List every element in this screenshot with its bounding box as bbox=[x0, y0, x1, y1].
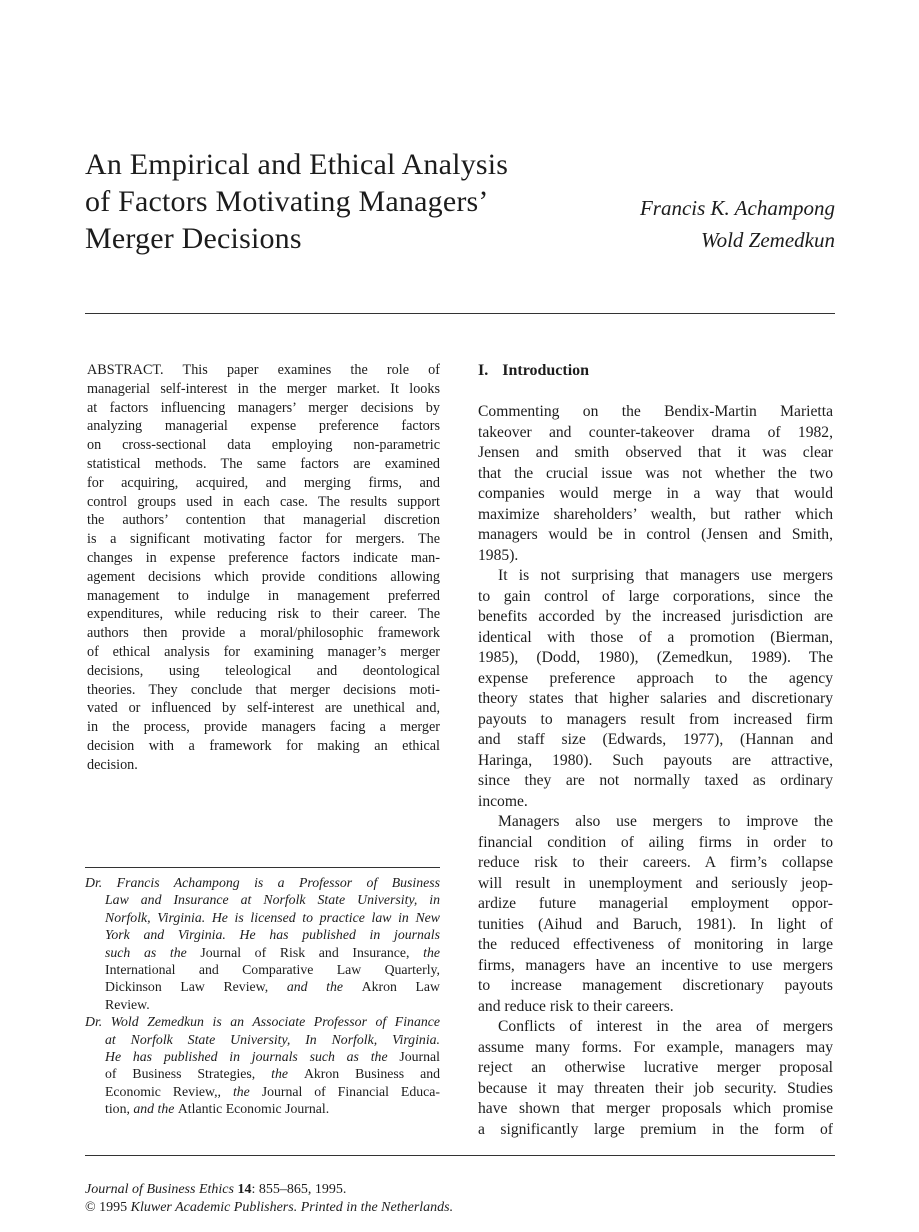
footer-divider bbox=[85, 1155, 835, 1156]
text-line: companies would merge in a way that would bbox=[478, 485, 833, 502]
text-line: authors then provide a moral/philosophic framework bbox=[87, 625, 440, 642]
text-line: since they are not normally taxed as ordinary bbox=[478, 772, 833, 789]
text-line: theories. They conclude that merger decisions moti- bbox=[87, 681, 440, 698]
author-name: Francis K. Achampong bbox=[639, 196, 835, 220]
section-heading bbox=[478, 361, 589, 381]
text-line: on cross-sectional data employing non-parametric bbox=[87, 437, 440, 454]
text-line bbox=[85, 1013, 440, 1030]
text-segment: the bbox=[423, 944, 440, 960]
text-line bbox=[85, 909, 440, 926]
text-line: reduce risk to their careers. A firm’s collapse bbox=[478, 854, 833, 871]
text-line bbox=[85, 874, 440, 891]
title-line: An Empirical and Ethical Analysis bbox=[85, 148, 509, 181]
text-segment: Dr. Wold Zemedkun is an Associate Professor of Finance bbox=[85, 1014, 440, 1030]
text-segment: and the bbox=[133, 1101, 178, 1117]
paragraph bbox=[478, 812, 833, 1017]
text-segment: © 1995 bbox=[85, 1200, 131, 1215]
text-line bbox=[85, 926, 440, 943]
text-segment: such as the bbox=[105, 944, 201, 960]
abstract bbox=[87, 361, 440, 775]
text-line bbox=[85, 1199, 453, 1217]
paragraph bbox=[478, 566, 833, 812]
journal-footer bbox=[85, 1181, 453, 1217]
text-segment: tion, bbox=[105, 1101, 134, 1117]
text-line: expense preference approach to the agency bbox=[478, 669, 833, 687]
text-segment: Journal of Financial Educa- bbox=[261, 1083, 440, 1099]
text-segment: York and Virginia. He has published in journals bbox=[105, 927, 440, 943]
text-line: for acquiring, acquired, and merging firms, and bbox=[87, 474, 440, 491]
text-line: Conflicts of interest in the area of mergers bbox=[498, 1018, 833, 1035]
text-segment: Journal of Business Ethics bbox=[85, 1182, 238, 1197]
paragraph bbox=[478, 1017, 833, 1140]
text-line: Commenting on the Bendix-Martin Marietta bbox=[478, 403, 833, 420]
text-line: takeover and counter-takeover drama of 1982, bbox=[478, 423, 833, 441]
text-line: managers would be in control (Jensen and Smith, bbox=[478, 526, 833, 543]
text-line: and staff size (Edwards, 1977), (Hannan and bbox=[478, 731, 833, 748]
text-segment: Akron Law bbox=[361, 979, 440, 995]
text-line: that the crucial issue was not whether the two bbox=[478, 464, 833, 482]
text-line: changes in expense preference factors indicate man- bbox=[87, 549, 440, 566]
text-line: ardize future managerial employment oppor- bbox=[478, 895, 833, 912]
text-line: assume many forms. For example, managers may bbox=[478, 1038, 833, 1056]
title-line: of Factors Motivating Managers’ bbox=[85, 185, 489, 218]
section-title: Introduction bbox=[502, 362, 590, 379]
text-segment: Norfolk, Virginia. He is licensed to practice law in New bbox=[105, 909, 440, 925]
author-bios bbox=[85, 874, 440, 1117]
text-line bbox=[85, 1031, 440, 1048]
text-line: because it may threaten their job security. Studies bbox=[478, 1079, 833, 1097]
text-line: the reduced effectiveness of monitoring in large bbox=[478, 936, 833, 953]
text-segment: 14 bbox=[237, 1182, 252, 1197]
text-line: to gain control of large corporations, since the bbox=[478, 587, 833, 605]
header-divider bbox=[85, 313, 835, 314]
text-segment: Atlantic Economic Journal. bbox=[177, 1101, 330, 1117]
section-number: I. bbox=[478, 362, 489, 379]
text-line: Haringa, 1980). Such payouts are attractive, bbox=[478, 751, 833, 769]
text-line bbox=[85, 1100, 440, 1117]
article-title bbox=[85, 146, 508, 257]
text-line: the authors’ contention that managerial discretion bbox=[87, 512, 440, 529]
text-line: Jensen and smith observed that it was clear bbox=[478, 444, 833, 461]
paragraph bbox=[478, 402, 833, 566]
text-segment: the bbox=[232, 1083, 262, 1099]
text-line: ABSTRACT. This paper examines the role of bbox=[87, 362, 440, 378]
text-line: a significantly large premium in the form of bbox=[478, 1120, 833, 1138]
text-segment: International and Comparative Law Quarterly, bbox=[105, 961, 440, 977]
text-line bbox=[85, 944, 440, 961]
text-line: theory states that higher salaries and discretionary bbox=[478, 690, 833, 707]
text-line bbox=[85, 1065, 440, 1082]
text-line: payouts to managers result from increased firm bbox=[478, 710, 833, 728]
text-line: 1985), (Dodd, 1980), (Zemedkun, 1989). The bbox=[478, 649, 833, 666]
text-line bbox=[85, 978, 440, 995]
text-segment: the bbox=[271, 1066, 304, 1082]
text-line: decision with a framework for making an ethical bbox=[87, 737, 440, 754]
text-line: reject an otherwise lucrative merger proposal bbox=[478, 1059, 833, 1076]
text-segment: Journal bbox=[399, 1048, 440, 1064]
text-line: of ethical analysis for examining manager’s merger bbox=[87, 643, 440, 660]
title-line: Merger Decisions bbox=[85, 222, 302, 255]
text-line: Managers also use mergers to improve the bbox=[498, 813, 833, 830]
text-line: vated or influenced by self-interest are unethical and, bbox=[87, 700, 440, 717]
text-line: firms, managers have an incentive to use mergers bbox=[478, 956, 833, 974]
text-line bbox=[85, 1083, 440, 1100]
text-line: tunities (Aihud and Baruch, 1981). In light of bbox=[478, 915, 833, 933]
text-line: statistical methods. The same factors are examined bbox=[87, 455, 440, 472]
author-bio bbox=[85, 1013, 440, 1117]
text-line: management to indulge in management preferred bbox=[87, 587, 440, 604]
text-line: benefits accorded by the increased jurisdiction are bbox=[478, 608, 833, 625]
text-line: agement decisions which provide conditions allowing bbox=[87, 568, 440, 585]
text-line: It is not surprising that managers use mergers bbox=[498, 567, 833, 584]
text-segment: Law and Insurance at Norfolk State University, in bbox=[105, 892, 440, 908]
text-segment: and the bbox=[286, 979, 362, 995]
author-bio bbox=[85, 874, 440, 1013]
text-line: identical with those of a promotion (Bierman, bbox=[478, 628, 833, 646]
text-line: income. bbox=[478, 792, 528, 810]
text-line: in the process, provide managers facing a merger bbox=[87, 719, 440, 736]
text-line bbox=[85, 961, 440, 978]
text-line: expenditures, while reducing risk to their career. The bbox=[87, 606, 440, 623]
text-segment: Review. bbox=[105, 996, 150, 1012]
text-line: at factors influencing managers’ merger decisions by bbox=[87, 399, 440, 416]
text-line: decision. bbox=[87, 756, 138, 773]
text-line: and reduce risk to their careers. bbox=[478, 997, 674, 1015]
text-line: control groups used in each case. The results support bbox=[87, 493, 440, 510]
text-line: maximize shareholders’ wealth, but rather which bbox=[478, 505, 833, 523]
text-segment: He has published in journals such as the bbox=[105, 1048, 400, 1064]
text-segment: Journal of Risk and Insurance, bbox=[200, 944, 424, 960]
text-segment: : 855–865, 1995. bbox=[251, 1182, 347, 1197]
text-segment: Economic Review,, bbox=[105, 1083, 233, 1099]
text-segment: Kluwer Academic Publishers. Printed in the Netherlands. bbox=[130, 1200, 454, 1215]
author-name: Wold Zemedkun bbox=[701, 228, 835, 252]
text-line: will result in unemployment and seriously jeop- bbox=[478, 874, 833, 892]
text-line: 1985). bbox=[478, 546, 519, 564]
text-segment: at Norfolk State University, In Norfolk, Virginia. bbox=[105, 1031, 440, 1047]
text-line: managerial self-interest in the merger market. It looks bbox=[87, 380, 440, 397]
text-line: to increase management discretionary payouts bbox=[478, 977, 833, 994]
text-line bbox=[85, 996, 440, 1013]
text-line bbox=[85, 1048, 440, 1065]
text-segment: Dr. Francis Achampong is a Professor of Business bbox=[85, 875, 440, 890]
text-line: analyzing managerial expense preference factors bbox=[87, 418, 440, 435]
text-line: have shown that merger proposals which promise bbox=[478, 1100, 833, 1117]
author-list bbox=[640, 192, 835, 256]
text-line: is a significant motivating factor for mergers. The bbox=[87, 531, 440, 548]
text-line bbox=[85, 1181, 453, 1199]
text-segment: Dickinson Law Review, bbox=[105, 979, 287, 995]
footnote-divider bbox=[85, 867, 440, 868]
text-line bbox=[85, 891, 440, 908]
introduction-body bbox=[478, 402, 833, 1140]
text-line: financial condition of ailing firms in order to bbox=[478, 833, 833, 851]
text-segment: of Business Strategies, bbox=[105, 1066, 272, 1082]
text-segment: Akron Business and bbox=[303, 1066, 440, 1082]
text-line: decisions, using teleological and deontological bbox=[87, 662, 440, 679]
